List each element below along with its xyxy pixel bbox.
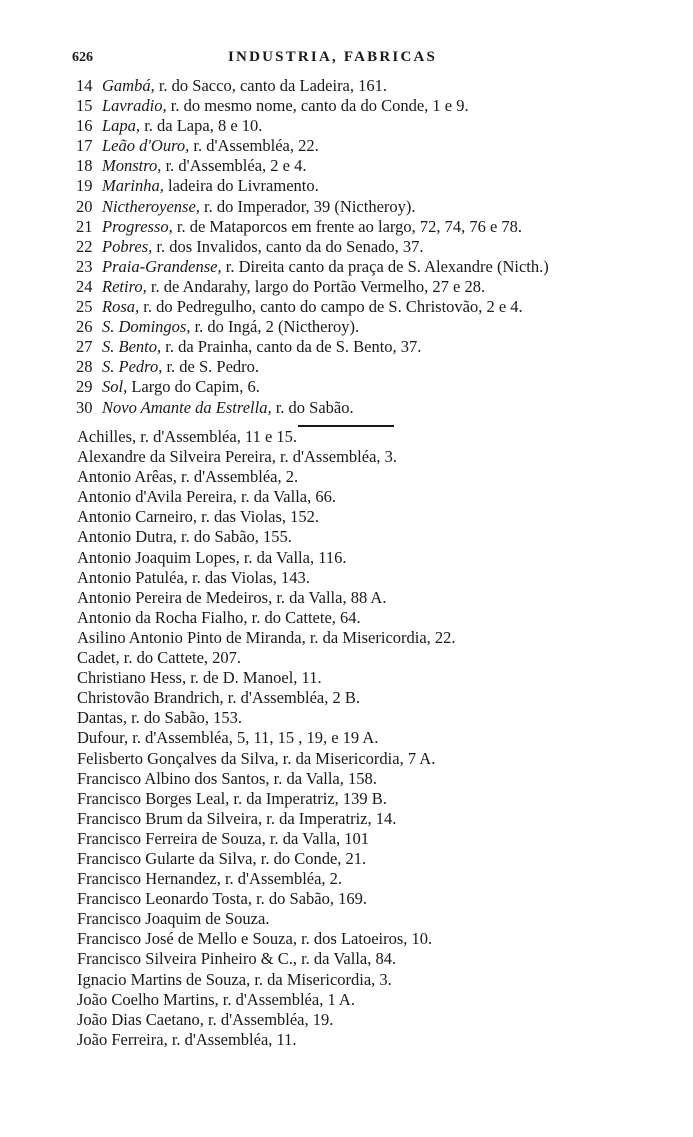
entry-address: r. d'Assembléa, 2 e 4.: [161, 156, 307, 176]
entry-name: Lapa,: [102, 116, 141, 136]
entry-number: 29: [76, 377, 93, 397]
list-item: [76, 217, 676, 237]
entry-address: r. do Sacco, canto da Ladeira, 161.: [154, 76, 388, 95]
list-item: Achilles, r. d'Assembléa, 11 e 15.: [77, 427, 298, 446]
list-item: Antonio Carneiro, r. das Violas, 152.: [77, 507, 320, 527]
list-item: Francisco Brum da Silveira, r. da Imperatriz, 14.: [77, 808, 397, 828]
list-item: [76, 398, 676, 418]
list-item: Francisco Silveira Pinheiro & C., r. da Valla, 84.: [77, 949, 397, 969]
entry-address: r. de S. Pedro.: [162, 357, 260, 377]
entry-number: 25: [76, 297, 93, 317]
list-item: [76, 116, 676, 136]
list-item: [76, 317, 676, 337]
list-item: Felisberto Gonçalves da Silva, r. da Misericordia, 7 A.: [77, 748, 436, 768]
list-item: Antonio Pereira de Medeiros, r. da Valla, 88 A.: [77, 587, 387, 607]
list-item: [76, 156, 676, 176]
entry-address: r. dos Invalidos, canto da do Senado, 37.: [152, 236, 424, 256]
entry-name: Leão d'Ouro,: [102, 136, 190, 156]
list-item: Antonio Dutra, r. do Sabão, 155.: [77, 527, 292, 547]
page-title: INDUSTRIA, FABRICAS: [228, 49, 438, 65]
list-item: [76, 377, 676, 397]
list-item: Francisco Gularte da Silva, r. do Conde, 21.: [77, 848, 367, 868]
list-item: [76, 237, 676, 257]
list-item: Alexandre da Silveira Pereira, r. d'Assembléa, 3.: [77, 447, 398, 467]
entry-number: 28: [76, 357, 93, 377]
list-item: João Dias Caetano, r. d'Assembléa, 19.: [77, 1009, 334, 1029]
entry-address: r. da Prainha, canto da de S. Bento, 37.: [161, 337, 422, 357]
entry-name: Monstro,: [102, 156, 162, 176]
list-item: [76, 257, 676, 277]
list-item: [76, 277, 676, 297]
name-entries-list: [77, 427, 677, 1050]
entry-name: S. Pedro,: [102, 357, 163, 377]
list-item: Asilino Antonio Pinto de Miranda, r. da Misericordia, 22.: [77, 627, 456, 647]
entry-number: 24: [76, 276, 93, 296]
list-item: Dufour, r. d'Assembléa, 5, 11, 15 , 19, e 19 A.: [77, 728, 379, 748]
list-item: [76, 357, 676, 377]
entry-number: 19: [76, 176, 93, 196]
entry-number: 20: [76, 196, 93, 216]
list-item: Christiano Hess, r. de D. Manoel, 11.: [77, 668, 322, 688]
entry-address: r. do Imperador, 39 (Nictheroy).: [199, 196, 416, 216]
entry-address: r. do Sabão.: [271, 397, 354, 417]
entry-name: S. Bento,: [102, 337, 162, 357]
entry-name: Gambá,: [102, 76, 155, 95]
list-item: [76, 197, 676, 217]
entry-name: Praia-Grandense,: [102, 256, 222, 276]
entry-address: ladeira do Livramento.: [163, 176, 319, 196]
entry-number: 30: [76, 397, 93, 417]
entry-address: r. do Ingá, 2 (Nictheroy).: [190, 317, 360, 337]
entry-number: 22: [76, 236, 93, 256]
list-item: Francisco Borges Leal, r. da Imperatriz, 139 B.: [77, 788, 387, 808]
list-item: Francisco Albino dos Santos, r. da Valla, 158.: [77, 768, 377, 788]
entry-number: 14: [76, 76, 93, 95]
list-item: Antonio da Rocha Fialho, r. do Cattete, 64.: [77, 607, 361, 627]
list-item: [76, 96, 676, 116]
list-item: [76, 136, 676, 156]
entry-name: S. Domingos,: [102, 317, 191, 337]
entry-address: r. da Lapa, 8 e 10.: [140, 116, 263, 136]
list-item: Dantas, r. do Sabão, 153.: [77, 708, 242, 728]
list-item: Francisco Hernandez, r. d'Assembléa, 2.: [77, 869, 343, 889]
entry-number: 26: [76, 317, 93, 337]
list-item: Francisco José de Mello e Souza, r. dos Latoeiros, 10.: [77, 929, 433, 949]
entry-name: Progresso,: [102, 216, 173, 236]
list-item: [76, 337, 676, 357]
list-item: [76, 297, 676, 317]
entry-number: 23: [76, 256, 93, 276]
entry-name: Novo Amante da Estrella,: [102, 397, 272, 417]
entry-number: 18: [76, 156, 93, 176]
entry-name: Pobres,: [102, 236, 153, 256]
entry-number: 17: [76, 136, 93, 156]
entry-address: r. do Pedregulho, canto do campo de S. Christovão, 2 e 4.: [139, 297, 523, 317]
list-item: Antonio Arêas, r. d'Assembléa, 2.: [77, 467, 299, 487]
list-item: Antonio Patuléa, r. das Violas, 143.: [77, 567, 310, 587]
list-item: Francisco Joaquim de Souza.: [77, 909, 270, 929]
entry-number: 27: [76, 337, 93, 357]
entry-address: r. de Mataporcos em frente ao largo, 72, 74, 76 e 78.: [172, 216, 523, 236]
list-item: Ignacio Martins de Souza, r. da Misericordia, 3.: [77, 969, 392, 989]
list-item: [76, 176, 676, 196]
list-item: Antonio Joaquim Lopes, r. da Valla, 116.: [77, 547, 347, 567]
running-head: [72, 50, 612, 72]
list-item: [76, 76, 676, 96]
entry-address: r. Direita canto da praça de S. Alexandre (Nicth.): [221, 256, 549, 276]
entry-name: Rosa,: [102, 297, 140, 317]
list-item: Antonio d'Avila Pereira, r. da Valla, 66.: [77, 487, 336, 507]
entry-name: Nictheroyense,: [102, 196, 200, 216]
entry-number: 15: [76, 96, 93, 116]
list-item: Francisco Ferreira de Souza, r. da Valla, 101: [77, 828, 370, 848]
list-item: Francisco Leonardo Tosta, r. do Sabão, 169.: [77, 889, 367, 909]
entry-name: Lavradio,: [102, 96, 167, 116]
entry-number: 16: [76, 116, 93, 136]
entry-number: 21: [76, 216, 93, 236]
entry-address: r. do mesmo nome, canto da do Conde, 1 e 9.: [166, 96, 469, 116]
entry-name: Sol,: [102, 377, 128, 397]
entry-address: r. de Andarahy, largo do Portão Vermelho, 27 e 28.: [146, 276, 486, 296]
numbered-entries-list: [76, 76, 676, 418]
list-item: Cadet, r. do Cattete, 207.: [77, 648, 242, 668]
entry-address: r. d'Assembléa, 22.: [189, 136, 319, 156]
entry-address: Largo do Capim, 6.: [127, 377, 260, 397]
list-item: Christovão Brandrich, r. d'Assembléa, 2 B.: [77, 688, 360, 708]
entry-name: Marinha,: [102, 176, 164, 196]
list-item: João Ferreira, r. d'Assembléa, 11.: [77, 1029, 297, 1049]
list-item: João Coelho Martins, r. d'Assembléa, 1 A.: [77, 989, 355, 1009]
page-number: 626: [72, 50, 93, 65]
entry-name: Retiro,: [102, 276, 147, 296]
